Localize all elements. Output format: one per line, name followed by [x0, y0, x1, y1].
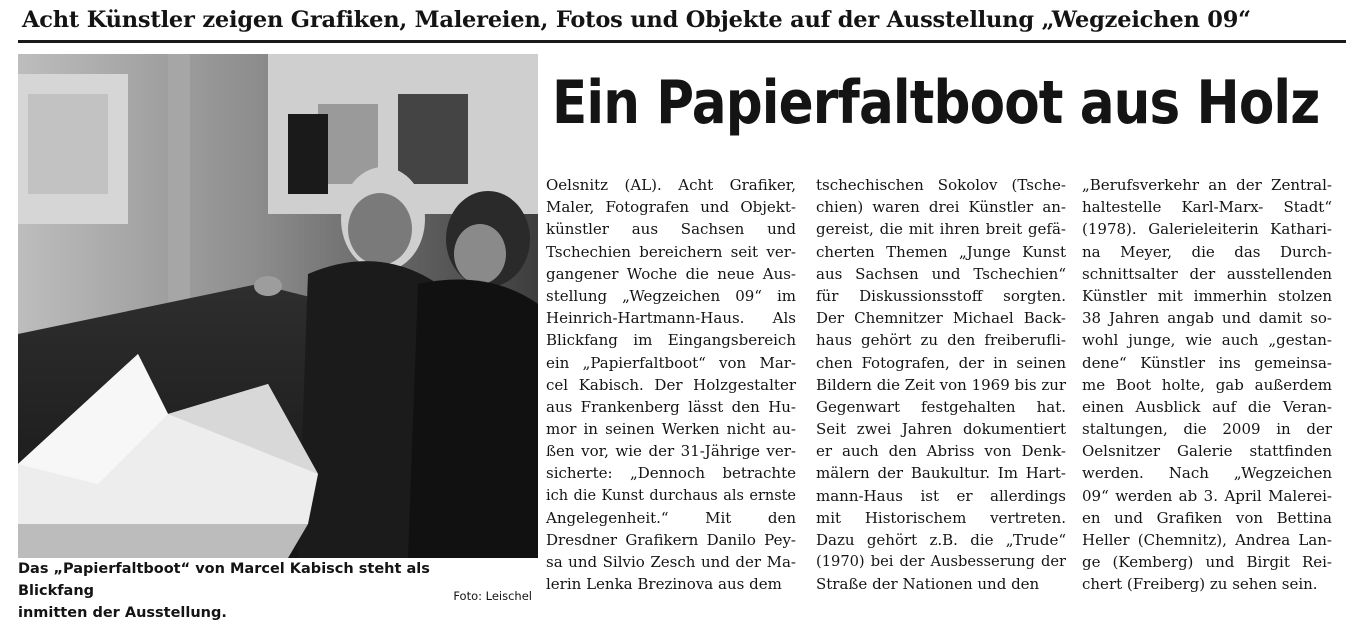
text-line: tschechischen Sokolov (Tsche- [816, 176, 1066, 194]
text-line: Gegenwart festgehalten hat. [816, 397, 1066, 416]
text-line: wohl junge, wie auch „gestan- [1082, 331, 1332, 350]
text-line: gereist, die mit ihren breit gefä- [816, 220, 1066, 239]
text-line: aus Sachsen und Tschechien“ [816, 264, 1066, 283]
text-line: er auch den Abriss von Denk- [816, 442, 1066, 461]
text-line: Maler, Fotografen und Objekt- [546, 198, 796, 217]
text-line: mann-Haus ist er allerdings [816, 486, 1066, 505]
text-line: me Boot holte, gab außerdem [1082, 375, 1332, 394]
text-line: lerin Lenka Brezinova aus dem [546, 575, 782, 594]
text-line: Seit zwei Jahren dokumentiert [816, 420, 1066, 439]
text-line: werden. Nach „Wegzeichen [1082, 464, 1332, 483]
text-line: chert (Freiberg) zu sehen sein. [1082, 575, 1318, 594]
text-line: „Berufsverkehr an der Zentral- [1082, 176, 1332, 194]
text-line: haus gehört zu den freiberufli- [816, 331, 1066, 350]
article-kicker: Acht Künstler zeigen Grafiken, Malereien, Fotos und Objekte auf der Ausstellung „Wegzeichen 09“ [22, 7, 1251, 33]
text-line: na Meyer, die das Durch- [1082, 242, 1332, 261]
text-line: ich die Kunst durchaus als ernste [546, 487, 796, 504]
text-line: dene“ Künstler ins gemeinsa- [1082, 353, 1332, 372]
text-line: chien) waren drei Künstler an- [816, 198, 1066, 217]
text-line: Blickfang im Eingangsbereich [546, 331, 796, 350]
text-line: cel Kabisch. Der Holzgestalter [546, 375, 796, 394]
text-line: gangener Woche die neue Aus- [546, 264, 796, 283]
article-column-1 [546, 174, 796, 596]
text-line: ge (Kemberg) und Birgit Rei- [1082, 553, 1332, 572]
text-line: Dazu gehört z.B. die „Trude“ [816, 531, 1066, 549]
text-line: schnittsalter der ausstellenden [1082, 264, 1332, 283]
article-column-2 [816, 174, 1066, 596]
text-line: cherten Themen „Junge Kunst [816, 242, 1066, 261]
article-column-3 [1082, 174, 1332, 596]
photo-caption-line: Das „Papierfaltboot“ von Marcel Kabisch steht als Blickfang [18, 561, 430, 599]
photo-credit: Foto: Leischel [453, 589, 532, 603]
text-line: mit Historischem vertreten. [816, 508, 1066, 527]
exhibition-photo [18, 54, 538, 558]
text-line: Dresdner Grafikern Danilo Pey- [546, 531, 796, 549]
text-line: Heinrich-Hartmann-Haus. Als [546, 309, 796, 328]
text-line: chen Fotografen, der in seinen [816, 353, 1066, 372]
text-line: 38 Jahren angab und damit so- [1082, 309, 1332, 328]
text-line: 09“ werden ab 3. April Malerei- [1082, 486, 1332, 505]
kicker-rule [18, 40, 1346, 43]
text-line: en und Grafiken von Bettina [1082, 508, 1332, 527]
text-line: Bildern die Zeit von 1969 bis zur [816, 375, 1067, 394]
text-line: aus Frankenberg lässt den Hu- [546, 397, 796, 416]
text-line: sicherte: „Dennoch betrachte [546, 464, 796, 483]
text-line: künstler aus Sachsen und [546, 220, 796, 239]
text-line: Oelsnitzer Galerie stattfinden [1082, 442, 1332, 461]
article-headline: Ein Papierfaltboot aus Holz [552, 68, 1320, 138]
text-line: Heller (Chemnitz), Andrea Lan- [1082, 531, 1332, 549]
text-line: Tschechien bereichern seit ver- [546, 242, 796, 261]
text-line: einen Ausblick auf die Veran- [1082, 397, 1332, 416]
text-line: (1978). Galerieleiterin Kathari- [1082, 220, 1332, 239]
text-line: für Diskussionsstoff sorgten. [816, 286, 1066, 305]
text-line: (1970) bei der Ausbesserung der [816, 553, 1066, 571]
text-line: Künstler mit immerhin stolzen [1082, 286, 1332, 305]
text-line: mor in seinen Werken nicht au- [546, 420, 796, 439]
photo-caption-line: inmitten der Ausstellung. [18, 605, 227, 621]
text-line: Oelsnitz (AL). Acht Grafiker, [546, 176, 796, 194]
text-line: ßen vor, wie der 31-Jährige ver- [546, 442, 796, 461]
text-line: mälern der Baukultur. Im Hart- [816, 464, 1066, 483]
exhibition-photo-image [18, 54, 538, 558]
text-line: Der Chemnitzer Michael Back- [816, 309, 1066, 328]
text-line: haltestelle Karl-Marx- Stadt“ [1082, 198, 1332, 217]
photo-caption [18, 558, 488, 624]
text-line: staltungen, die 2009 in der [1082, 420, 1332, 439]
text-line: sa und Silvio Zesch und der Ma- [546, 553, 796, 572]
text-line: Straße der Nationen und den [816, 575, 1040, 594]
text-line: ein „Papierfaltboot“ von Mar- [546, 353, 796, 372]
text-line: Angelegenheit.“ Mit den [546, 508, 796, 527]
text-line: stellung „Wegzeichen 09“ im [546, 286, 796, 305]
